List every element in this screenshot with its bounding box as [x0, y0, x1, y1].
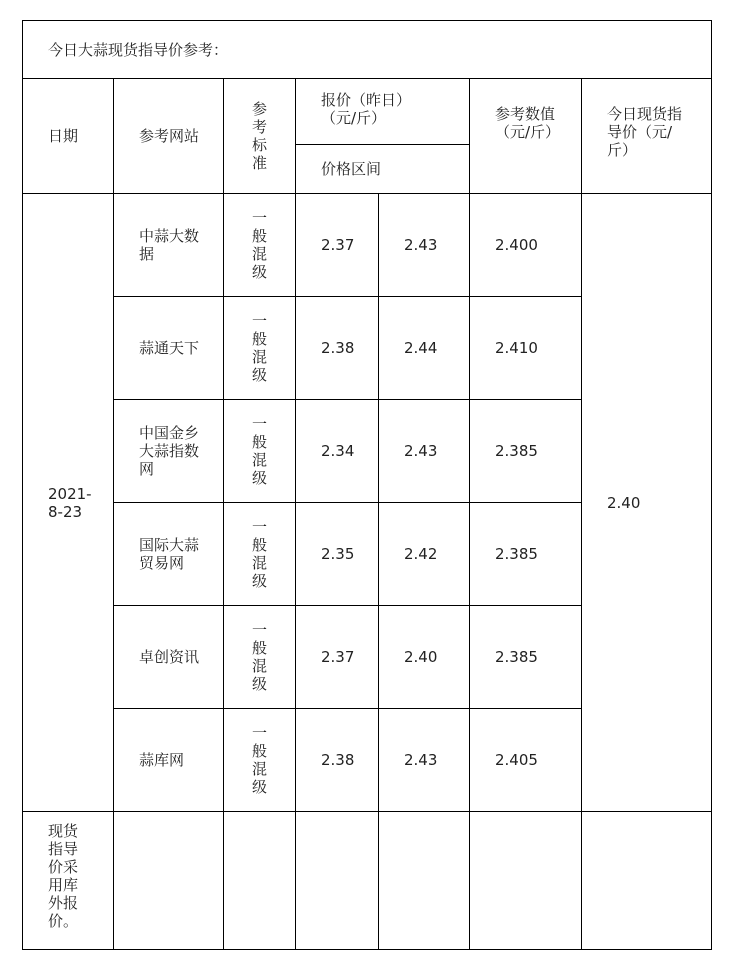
low-price-cell: 2.35: [296, 503, 379, 606]
site-cell: 中蒜大数据: [114, 194, 224, 297]
ref-value-cell: 2.385: [470, 503, 582, 606]
high-price-cell: 2.40: [379, 606, 470, 709]
header-ref-value: [470, 79, 582, 194]
high-price-cell: 2.43: [379, 194, 470, 297]
empty-cell: [114, 812, 224, 950]
date-cell: [23, 194, 114, 812]
high-price-cell: 2.43: [379, 709, 470, 812]
header-quote-text: 报价（昨日）（元/斤）: [321, 91, 412, 127]
low-price-cell: 2.38: [296, 297, 379, 400]
low-price-cell: 2.34: [296, 400, 379, 503]
header-quote: [296, 79, 470, 145]
site-cell: 蒜通天下: [114, 297, 224, 400]
empty-cell: [296, 812, 379, 950]
site-cell: 蒜库网: [114, 709, 224, 812]
site-cell: 中国金乡大蒜指数网: [114, 400, 224, 503]
low-price-cell: 2.37: [296, 606, 379, 709]
today-price-cell: 2.40: [582, 194, 712, 812]
header-date: 日期: [23, 79, 114, 194]
ref-value-cell: 2.400: [470, 194, 582, 297]
standard-cell: 一般混级: [252, 312, 268, 384]
high-price-cell: 2.44: [379, 297, 470, 400]
standard-cell: 一般混级: [252, 415, 268, 487]
header-ref-value-text: 参考数值（元/斤）: [495, 105, 561, 141]
empty-cell: [224, 812, 296, 950]
site-cell: 国际大蒜贸易网: [114, 503, 224, 606]
high-price-cell: 2.42: [379, 503, 470, 606]
standard-cell: 一般混级: [252, 209, 268, 281]
table-title: 今日大蒜现货指导价参考：: [23, 21, 712, 79]
header-today-price-text: 今日现货指导价（元/斤）: [607, 105, 683, 159]
header-standard: 参考标准: [252, 100, 268, 172]
low-price-cell: 2.37: [296, 194, 379, 297]
ref-value-cell: 2.405: [470, 709, 582, 812]
low-price-cell: 2.38: [296, 709, 379, 812]
footer-note-cell: [23, 812, 114, 950]
standard-cell: 一般混级: [252, 518, 268, 590]
empty-cell: [470, 812, 582, 950]
standard-cell: 一般混级: [252, 724, 268, 796]
ref-value-cell: 2.385: [470, 400, 582, 503]
empty-cell: [379, 812, 470, 950]
ref-value-cell: 2.410: [470, 297, 582, 400]
empty-cell: [582, 812, 712, 950]
site-cell: 卓创资讯: [114, 606, 224, 709]
footer-note: 现货指导价采用库外报价。: [48, 822, 79, 930]
header-today-price: [582, 79, 712, 194]
header-site: 参考网站: [114, 79, 224, 194]
price-table: [22, 20, 712, 950]
high-price-cell: 2.43: [379, 400, 470, 503]
header-range: 价格区间: [296, 145, 470, 194]
standard-cell: 一般混级: [252, 621, 268, 693]
ref-value-cell: 2.385: [470, 606, 582, 709]
date-text: 2021-8-23: [48, 484, 92, 521]
